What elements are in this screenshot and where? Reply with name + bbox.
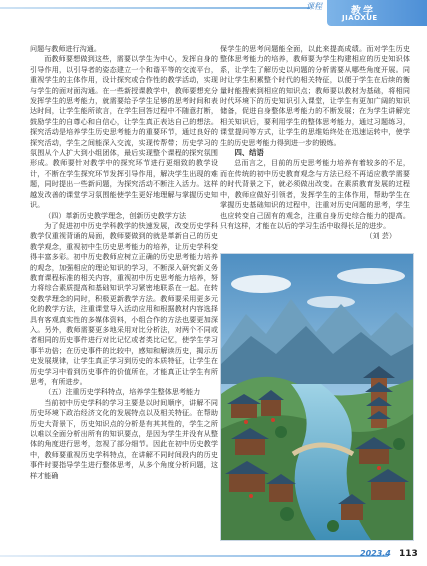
page-header bbox=[0, 0, 427, 26]
header-rule bbox=[0, 7, 310, 9]
subheading: （四）革新历史教学理念，创新历史教学方法 bbox=[44, 210, 187, 220]
section-tab-title: 教学 bbox=[351, 6, 375, 17]
author-name: （刘 芸） bbox=[365, 231, 396, 241]
section-heading: 四、结语 bbox=[234, 148, 264, 158]
paragraph: 为了促进初中历史学科教学的快速发展，改变历史学科教学仅重视背诵的局面，教师要做到的就是革新自己的历史教学观念，重视初中生历史思考能力的培养，让历史学科变得丰富多彩。初中历史教师应树立正确的历史思考能力培养的观念，加强相应的理论知识的学习，不断深入研究新义务教育课程标准的相关内容，重视初中历史思考能力培养，努力将综合素质提高和基础知识学习紧密地联系在一起。在转变教学理念的同时，积极更新教学方法。教师要采用更多元化的教学方法，注重课堂导入活动应用和根据教材内容选择具有客观真实性的多媒体资料，小组合作的方法也要更加深入。另外，教师需要更多地采用对比分析法，对两个不同或者相同的历史事件进行对比记忆或者类比记忆，使学生学习事半功倍；在历史事件的比较中，感知和解读历史，揭示历史发展规律，让学生真正学习到历史的本质特征，让学生在历史学习中看到历史事件的价值所在，才能真正让学生有所思考，有所进步。 bbox=[30, 220, 218, 386]
paragraph: 总而言之，目前的历史思考能力培养有着较多的不足，而在传统的初中历史教育观念与方法已经不再适应教学需要的时代背景之下，就必须做出改变。在素质教育发展的过程中，教师应做好引领者，发挥学生的主体作用，帮助学生在掌握历史基础知识的过程中，注重对历史问题的思考，学生也应转变自己固有的观念，注重自身历史综合能力的提高。只有这样，才能在以后的学习生活中取得长足的进步。 bbox=[220, 158, 410, 230]
page-number: 113 bbox=[399, 549, 418, 559]
city-illustration bbox=[220, 253, 414, 541]
section-tab bbox=[327, 0, 427, 26]
subheading: （五）注重历史学科特点，培养学生整体思考能力 bbox=[44, 387, 201, 397]
city-illustration-svg bbox=[221, 254, 413, 540]
paragraph: 当前初中历史学科的学习主要是以时间顺序，讲解不同历史环境下政治经济文化的发展特点以及相关特征。在帮助历史大背景下，历史知识点的分析是有其其性的，学生之所以难以全面分析出所有的知识要点，是因为学生并没有从整体的角度进行思考，忽视了部分细节。因此在初中历史教学中，教师要重视历史学科特点，在讲解不同时间段内的历史事件时要指导学生进行整体思考，从多个角度分析问题，这样才能确 bbox=[30, 397, 218, 480]
issue-number: 2023.4 bbox=[360, 549, 391, 558]
section-label: 课程 bbox=[306, 2, 322, 11]
right-column bbox=[220, 44, 410, 242]
section-tab-subtitle: JIAOXUE bbox=[342, 14, 378, 22]
paragraph: 保学生的思考问题能全面，以此来提高成绩。而对学生历史整体思考能力的培养，教师要为学生构建相应的历史知识体系，让学生了解历史以问题的分析需要从哪些角度开展。同时让学生积累整个时代的相关特征，以便于学生在后续的衡量时能搜索到相应的知识点；教师要以教材为基础，将相同时代环境下的历史知识引入课堂，让学生有更加广阔的知识储备，促进自身整体思考能力的不断发展；在为学生讲解完相关知识后，要利用学生的整体思考能力，通过习题练习，课堂提问等方式，让学生的思维始终处在迅速运转中，使学生的历史思考能力得到进一步的锻炼。 bbox=[220, 44, 410, 147]
left-column bbox=[30, 44, 218, 481]
paragraph: 而教师要想做到这些，需要以学生为中心，发挥自身的引导作用，以引导者的姿态建立一个和谐平等的交流平台，重视学生的主体作用，设计探究或合作性的教学活动，实现与学生的面对面沟通。在一些新授课教学中，教师要想充分发挥学生的思考能力，就需要给予学生足够的思考时间和表达时间，让学生能所欲言，在学生回答过程中不随意打断，鼓励学生的自尊心和自信心，让学生真正表达自己的想法。探究活动是培养学生历史思考能力的重要环节，通过良好的探究活动，学生之间能深入交流，实现传帮带；历史学习的氛围从个人扩大到小组团体，最后实现整个课程的探究氛围形成。教师要针对教学中的探究环节进行更细致的教学设计，不断在学生探究环节发挥引导作用，解决学生出现的难题，同时提出一些新问题，为探究活动不断注入活力。这样越发改善的课堂学习氛围能使学生更好地理解与掌握历史知识。 bbox=[30, 54, 218, 210]
paragraph: 问题与教师进行沟通。 bbox=[30, 44, 101, 53]
footer-rule bbox=[0, 555, 388, 557]
